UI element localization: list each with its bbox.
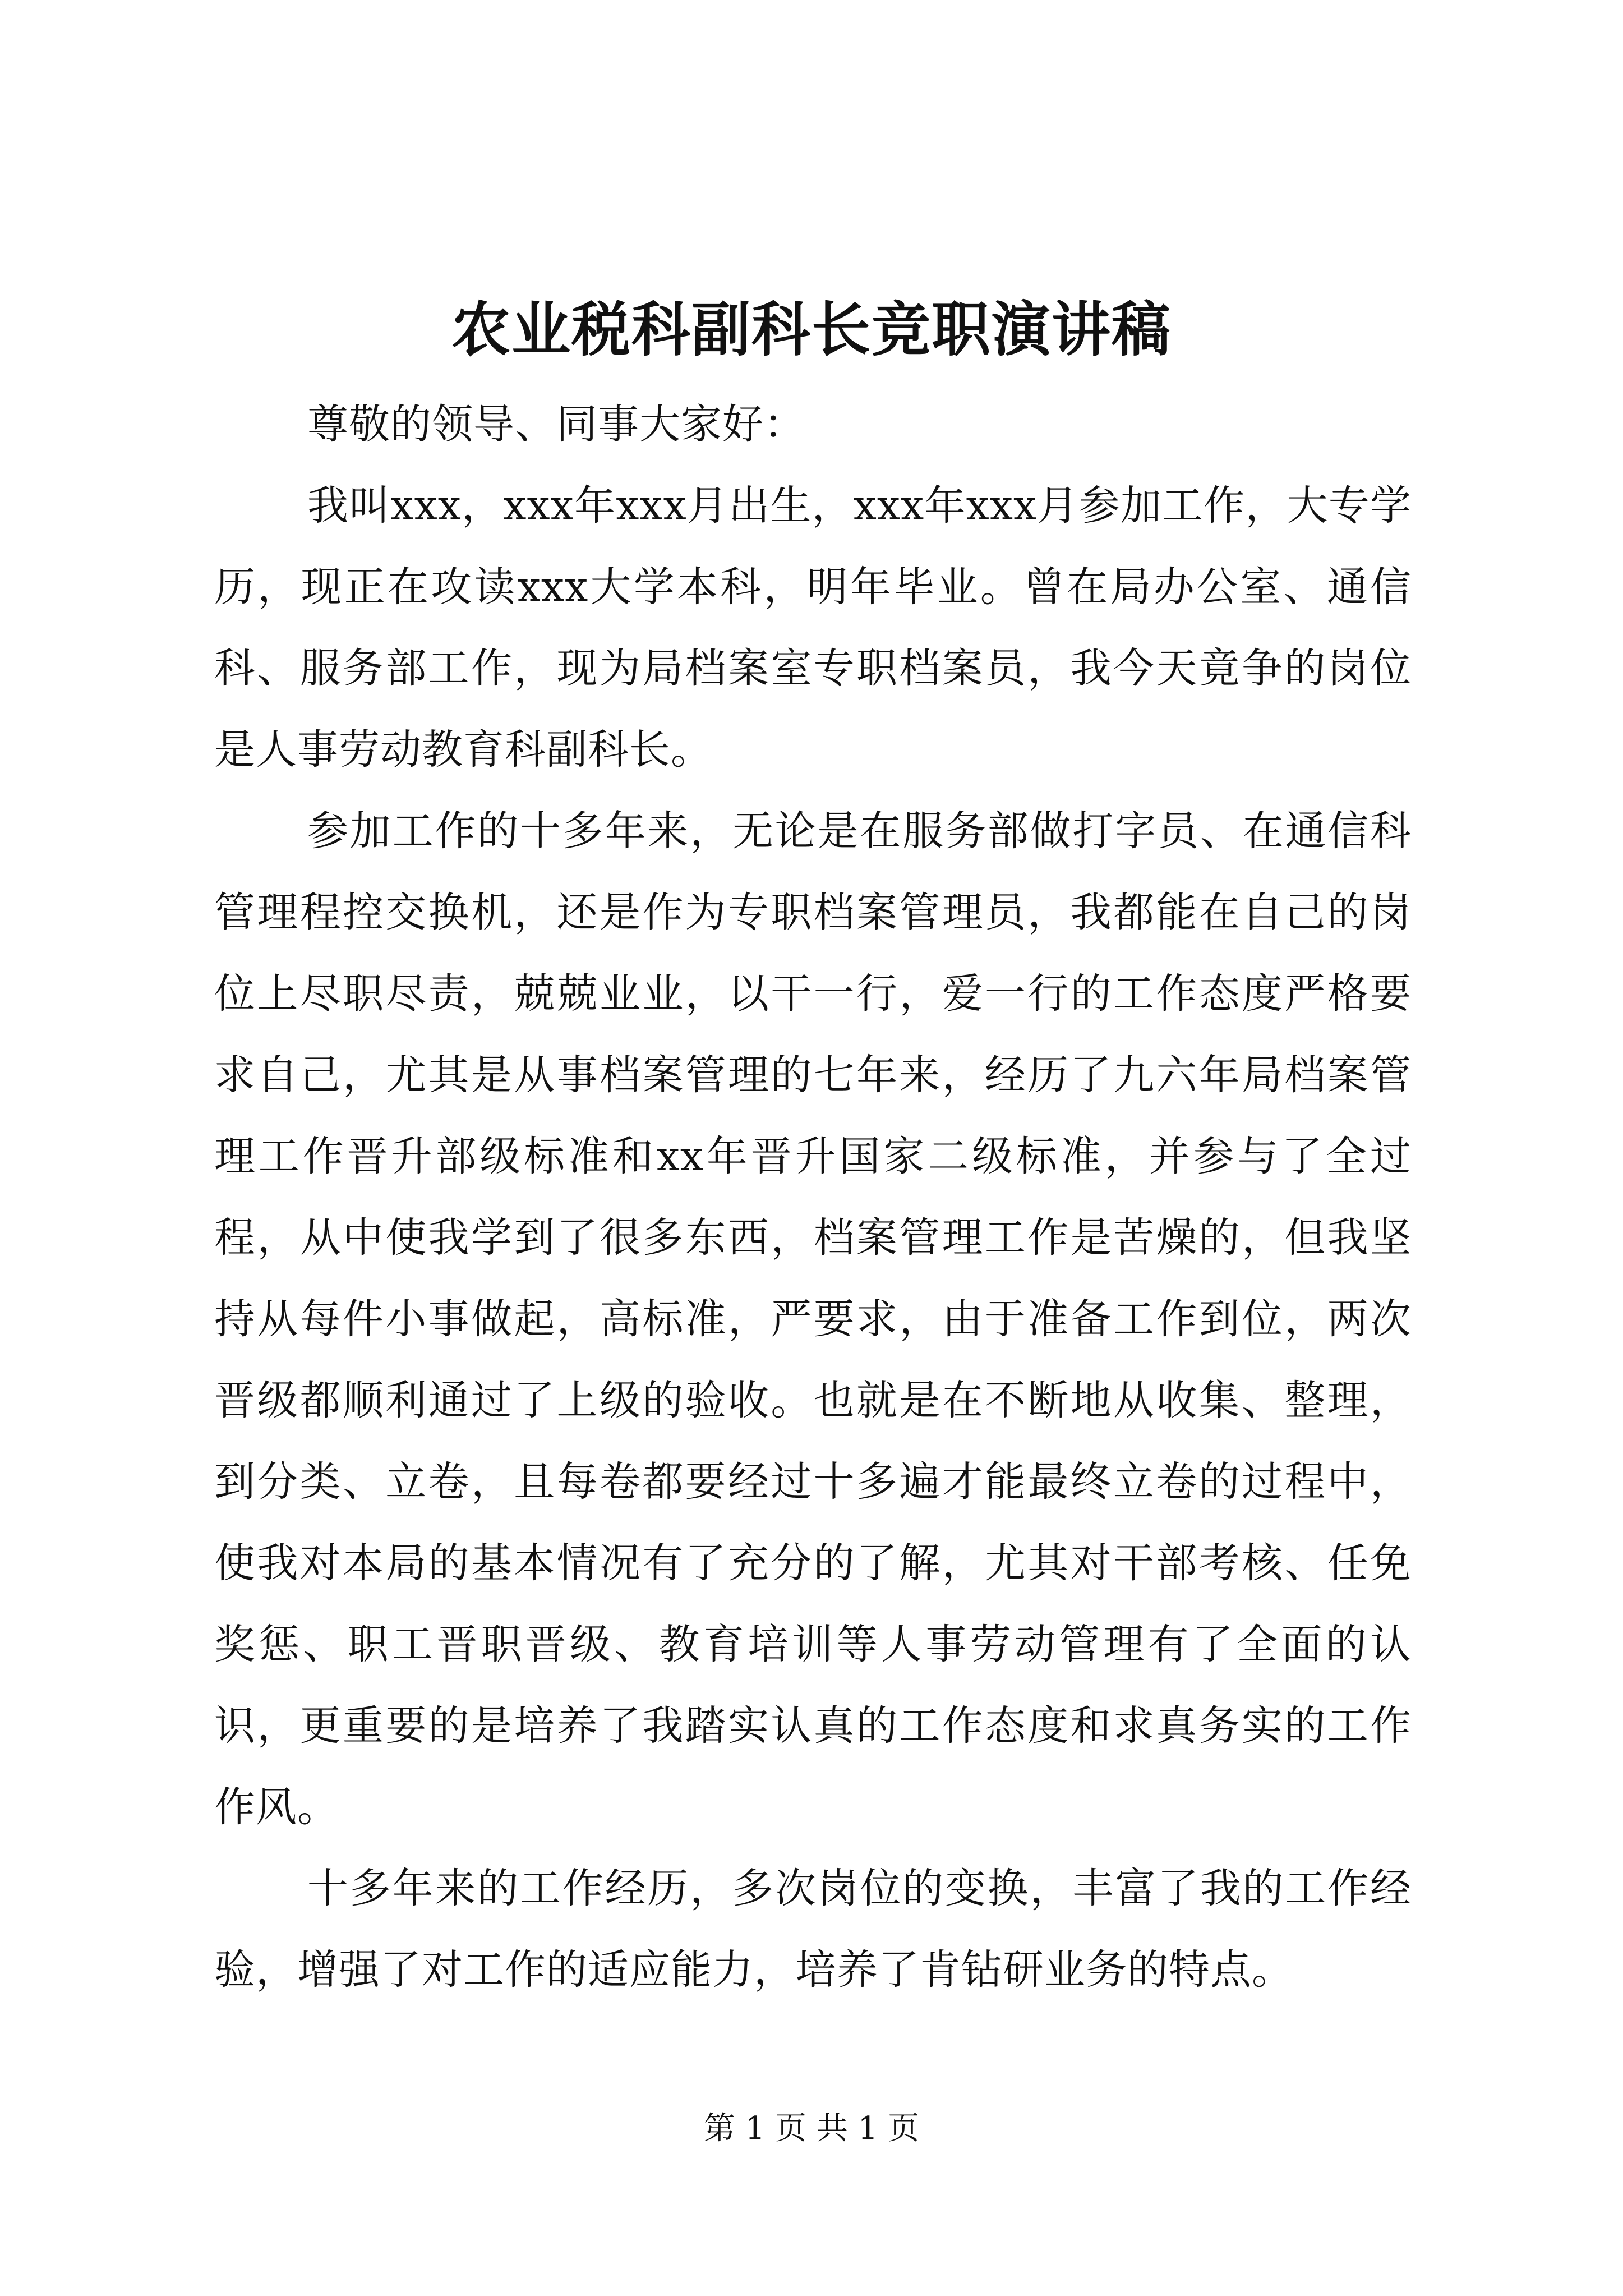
paragraph-introduction: 我叫xxx，xxx年xxx月出生，xxx年xxx月参加工作，大专学历，现正在攻读xxx大学本科，明年毕业。曾在局办公室、通信科、服务部工作，现为局档案室专职档案员，我今天竟争的岗位是人事劳动教育科副科长。 xyxy=(214,482,1412,774)
paragraph-greeting: 尊敬的领导、同事大家好： xyxy=(307,401,805,448)
document-title: 农业税科副科长竞职演讲稿 xyxy=(451,295,1172,364)
paragraph-summary: 十多年来的工作经历，多次岗位的变换，丰富了我的工作经验，增强了对工作的适应能力，培养了肯钻研业务的特点。 xyxy=(214,1865,1412,1994)
document-body xyxy=(214,384,1412,2010)
paragraph-experience: 参加工作的十多年来，无论是在服务部做打字员、在通信科管理程控交换机，还是作为专职档案管理员，我都能在自己的岗位上尽职尽责，兢兢业业，以干一行，爱一行的工作态度严格要求自己，尤其是从事档案管理的七年来，经历了九六年局档案管理工作晋升部级标准和xx年晋升国家二级标准，并参与了全过程，从中使我学到了很多东西，档案管理工作是苦燥的，但我坚持从每件小事做起，高标准，严要求，由于准备工作到位，两次晋级都顺利通过了上级的验收。也就是在不断地从收集、整理，到分类、立卷，且每卷都要经过十多遍才能最终立卷的过程中，使我对本局的基本情况有了充分的了解，尤其对干部考核、任免奖惩、职工晋职晋级、教育培训等人事劳动管理有了全面的认识，更重要的是培养了我踏实认真的工作态度和求真务实的工作作风。 xyxy=(214,807,1412,1831)
page-number-footer: 第 1 页 共 1 页 xyxy=(703,2110,920,2147)
